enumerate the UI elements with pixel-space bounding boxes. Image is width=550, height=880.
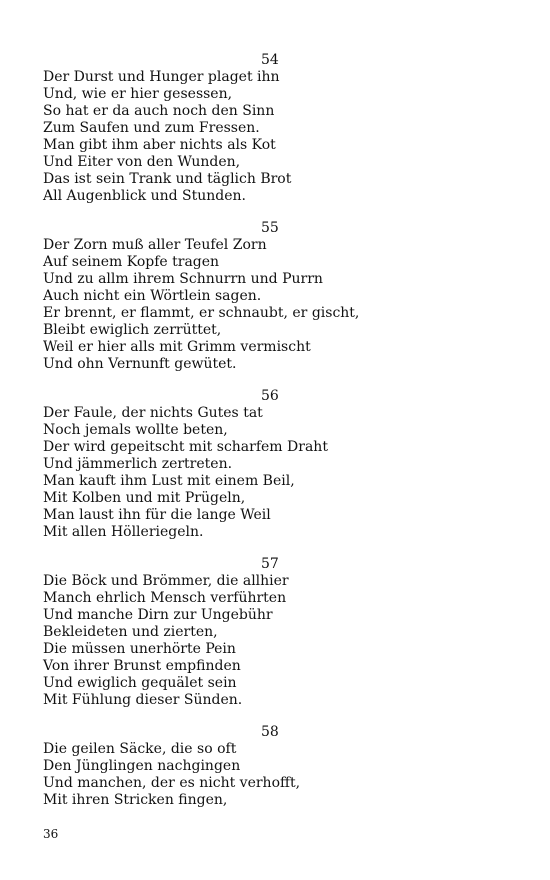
verse-line: Und Eiter von den Wunden,	[43, 154, 241, 170]
stanza-number: 54	[261, 52, 279, 68]
verse-line: Mit allen Hölleriegeln.	[43, 524, 204, 540]
verse-line: Man gibt ihm aber nichts als Kot	[43, 137, 276, 153]
verse-line: Zum Saufen und zum Fressen.	[43, 120, 260, 136]
verse-line: Und jämmerlich zertreten.	[43, 456, 233, 472]
verse-line: Der Durst und Hunger plaget ihn	[43, 69, 280, 85]
page-number: 36	[43, 827, 59, 841]
verse-line: Die Böck und Brömmer, die allhier	[43, 573, 289, 589]
stanza-lines	[43, 69, 463, 205]
verse-line: Und manche Dirn zur Ungebühr	[43, 607, 273, 623]
verse-line: Der Faule, der nichts Gutes tat	[43, 405, 263, 421]
verse-line: Bekleideten und zierten,	[43, 624, 218, 640]
stanza-lines	[43, 405, 463, 541]
verse-line: Mit Fühlung dieser Sünden.	[43, 692, 243, 708]
verse-line: Mit Kolben und mit Prügeln,	[43, 490, 246, 506]
stanza-number: 55	[261, 220, 279, 236]
verse-line: All Augenblick und Stunden.	[43, 188, 247, 204]
stanza-lines	[43, 741, 463, 809]
verse-line: Und, wie er hier gesessen,	[43, 86, 233, 102]
verse-line: Die geilen Säcke, die so oft	[43, 741, 237, 757]
verse-line: Auch nicht ein Wörtlein sagen.	[43, 288, 262, 304]
verse-line: Und manchen, der es nicht verhofft,	[43, 775, 301, 791]
verse-line: Das ist sein Trank und täglich Brot	[43, 171, 292, 187]
verse-line: Man laust ihn für die lange Weil	[43, 507, 271, 523]
verse-line: Und ewiglich gequälet sein	[43, 675, 237, 691]
verse-line: Auf seinem Kopfe tragen	[43, 254, 220, 270]
verse-line: Und ohn Vernunft gewütet.	[43, 356, 237, 372]
verse-line: Der Zorn muß aller Teufel Zorn	[43, 237, 267, 253]
verse-line: Noch jemals wollte beten,	[43, 422, 228, 438]
verse-line: Man kauft ihm Lust mit einem Beil,	[43, 473, 295, 489]
stanza-lines	[43, 237, 463, 373]
verse-line: Mit ihren Stricken fingen,	[43, 792, 228, 808]
stanza-number: 57	[261, 556, 279, 572]
verse-line: Der wird gepeitscht mit scharfem Draht	[43, 439, 328, 455]
stanza-number: 56	[261, 388, 279, 404]
verse-line: Von ihrer Brunst empfinden	[43, 658, 241, 674]
verse-line: Die müssen unerhörte Pein	[43, 641, 236, 657]
verse-line: Den Jünglingen nachgingen	[43, 758, 241, 774]
stanza-number: 58	[261, 724, 279, 740]
verse-line: Bleibt ewiglich zerrüttet,	[43, 322, 222, 338]
verse-line: Weil er hier alls mit Grimm vermischt	[43, 339, 311, 355]
stanza-lines	[43, 573, 463, 709]
verse-line: Er brennt, er flammt, er schnaubt, er gischt,	[43, 305, 360, 321]
verse-line: Und zu allm ihrem Schnurrn und Purrn	[43, 271, 323, 287]
verse-line: So hat er da auch noch den Sinn	[43, 103, 275, 119]
verse-line: Manch ehrlich Mensch verführten	[43, 590, 287, 606]
